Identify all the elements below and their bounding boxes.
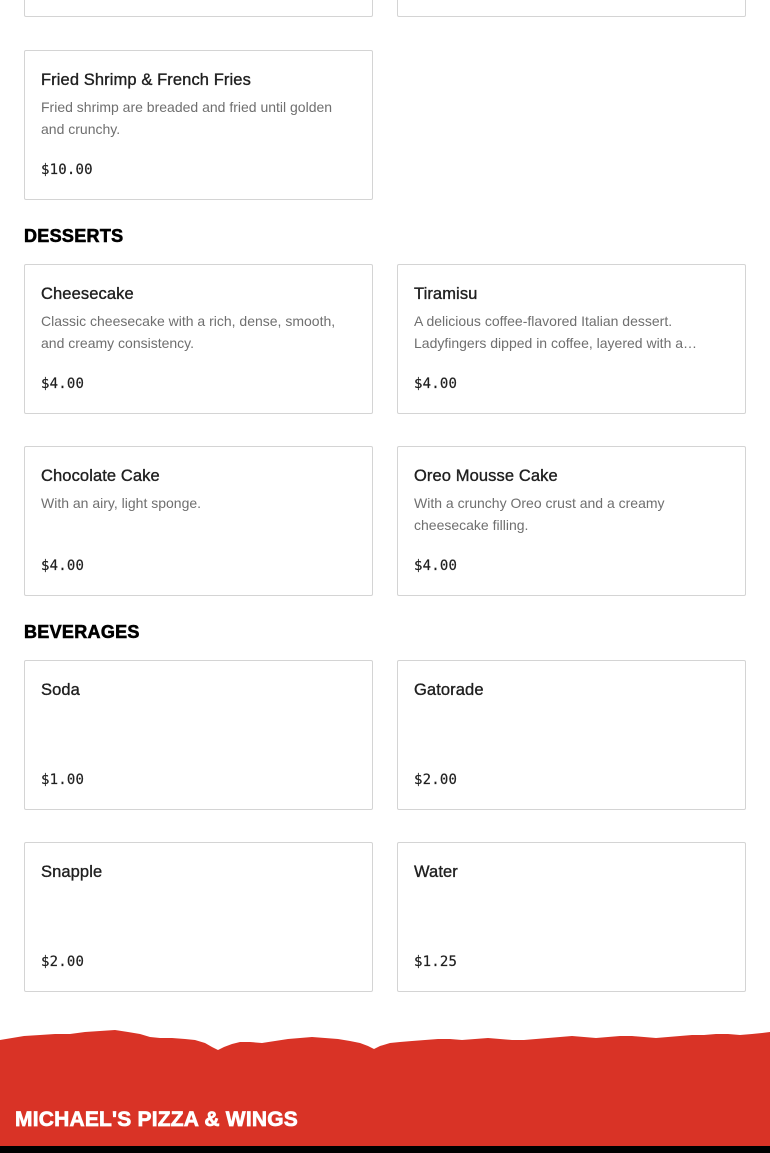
section-title-desserts: DESSERTS [24, 226, 124, 246]
menu-item-name: Fried Shrimp & French Fries [41, 71, 251, 89]
menu-item-description: Classic cheesecake with a rich, dense, smooth, and creamy consistency. [41, 313, 336, 351]
torn-edge-background [0, 1028, 770, 1153]
menu-item-description: With an airy, light sponge. [41, 495, 202, 511]
menu-item-price: $1.00 [41, 772, 85, 788]
menu-item-card[interactable] [397, 660, 746, 810]
footer-bottom-bar [0, 1146, 770, 1153]
menu-item-price: $2.00 [414, 772, 458, 788]
menu-item-name: Cheesecake [41, 285, 134, 303]
menu-item-card[interactable] [24, 264, 373, 414]
menu-item-price: $4.00 [41, 376, 85, 392]
site-footer [0, 1028, 770, 1153]
menu-item-description: With a crunchy Oreo crust and a creamy cheesecake filling. [414, 495, 665, 533]
menu-item-name: Oreo Mousse Cake [414, 467, 558, 485]
menu-item-description [414, 888, 729, 932]
menu-item-price: $2.00 [41, 954, 85, 970]
footer-brand-name[interactable]: MICHAEL'S PIZZA & WINGS [15, 1108, 298, 1131]
menu-item-name: Tiramisu [414, 285, 478, 303]
menu-item-card[interactable] [397, 842, 746, 992]
menu-item-price: $10.00 [41, 162, 93, 178]
menu-item-card[interactable] [24, 446, 373, 596]
menu-item-description [41, 888, 356, 932]
menu-item-description: Fried shrimp are breaded and fried until golden and crunchy. [41, 99, 333, 137]
menu-item-description: A delicious coffee-flavored Italian dessert. Ladyfingers dipped in coffee, layered with a… [414, 313, 698, 351]
menu-item-card-partial-right[interactable] [397, 0, 746, 17]
menu-item-name: Soda [41, 681, 80, 699]
menu-item-card[interactable] [397, 446, 746, 596]
menu-item-name: Snapple [41, 863, 103, 881]
section-title-beverages: BEVERAGES [24, 622, 140, 642]
menu-item-card[interactable] [24, 842, 373, 992]
menu-item-price: $4.00 [41, 558, 85, 574]
menu-item-card[interactable] [24, 660, 373, 810]
menu-item-description [41, 706, 356, 750]
menu-item-card-partial-left[interactable] [24, 0, 373, 17]
menu-item-description [414, 706, 729, 750]
menu-item-name: Chocolate Cake [41, 467, 160, 485]
menu-item-name: Water [414, 863, 458, 881]
menu-item-card[interactable] [397, 264, 746, 414]
menu-item-price: $4.00 [414, 376, 458, 392]
menu-item-price: $4.00 [414, 558, 458, 574]
menu-item-name: Gatorade [414, 681, 484, 699]
menu-item-price: $1.25 [414, 954, 458, 970]
menu-item-card[interactable] [24, 50, 373, 200]
